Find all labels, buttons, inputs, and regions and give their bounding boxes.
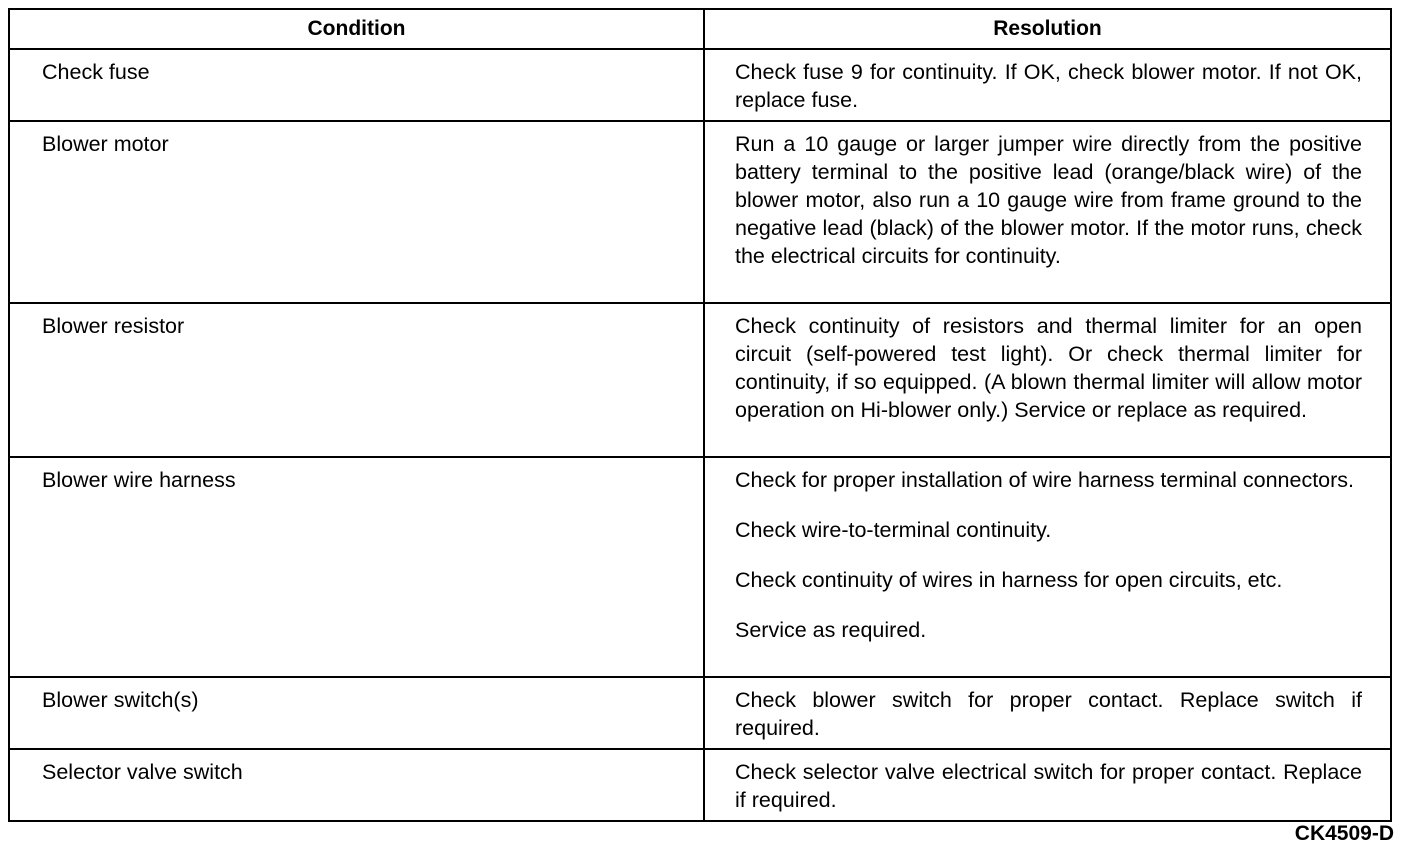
resolution-text: Check fuse 9 for continuity. If OK, check blower motor. If not OK, replace fuse. xyxy=(735,60,1362,112)
resolution-cell xyxy=(704,457,1391,677)
condition-cell: Blower wire harness xyxy=(9,457,704,677)
resolution-cell xyxy=(704,121,1391,303)
resolution-text: Service as required. xyxy=(735,618,927,642)
resolution-text: Check for proper installation of wire harness terminal connectors. xyxy=(735,468,1355,492)
resolution-text: Check wire-to-terminal continuity. xyxy=(735,518,1052,542)
condition-cell: Blower motor xyxy=(9,121,704,303)
table-row xyxy=(9,121,1391,303)
resolution-text: Check blower switch for proper contact. Replace switch if required. xyxy=(735,688,1362,740)
resolution-header: Resolution xyxy=(704,9,1391,49)
resolution-text: Check continuity of wires in harness for open circuits, etc. xyxy=(735,568,1283,592)
table-row xyxy=(9,677,1391,749)
table-row xyxy=(9,457,1391,677)
condition-header: Condition xyxy=(9,9,704,49)
condition-cell: Blower resistor xyxy=(9,303,704,457)
resolution-cell xyxy=(704,677,1391,749)
resolution-cell xyxy=(704,303,1391,457)
figure-id-label: CK4509-D xyxy=(1294,822,1394,845)
resolution-cell xyxy=(704,49,1391,121)
resolution-text: Check selector valve electrical switch for proper contact. Replace if required. xyxy=(735,760,1362,812)
table-row xyxy=(9,303,1391,457)
condition-cell: Check fuse xyxy=(9,49,704,121)
table-row xyxy=(9,49,1391,121)
resolution-text: Run a 10 gauge or larger jumper wire directly from the positive battery terminal to the positive lead (orange/black wire) of the blower motor, also run a 10 gauge wire from frame ground to the negative lead (black) of the blower motor. If the motor runs, check the electrical circuits for continuity. xyxy=(735,132,1362,268)
diagnosis-table-wrapper xyxy=(8,8,1390,822)
resolution-cell xyxy=(704,749,1391,821)
table-header-row xyxy=(9,9,1391,49)
table-row xyxy=(9,749,1391,821)
condition-cell: Selector valve switch xyxy=(9,749,704,821)
resolution-text: Check continuity of resistors and thermal limiter for an open circuit (self-powered test light). Or check thermal limiter for continuity, if so equipped. (A blown thermal limiter will allow motor operation on Hi-blower only.) Service or replace as required. xyxy=(735,314,1362,422)
condition-cell: Blower switch(s) xyxy=(9,677,704,749)
diagnosis-table xyxy=(8,8,1392,822)
